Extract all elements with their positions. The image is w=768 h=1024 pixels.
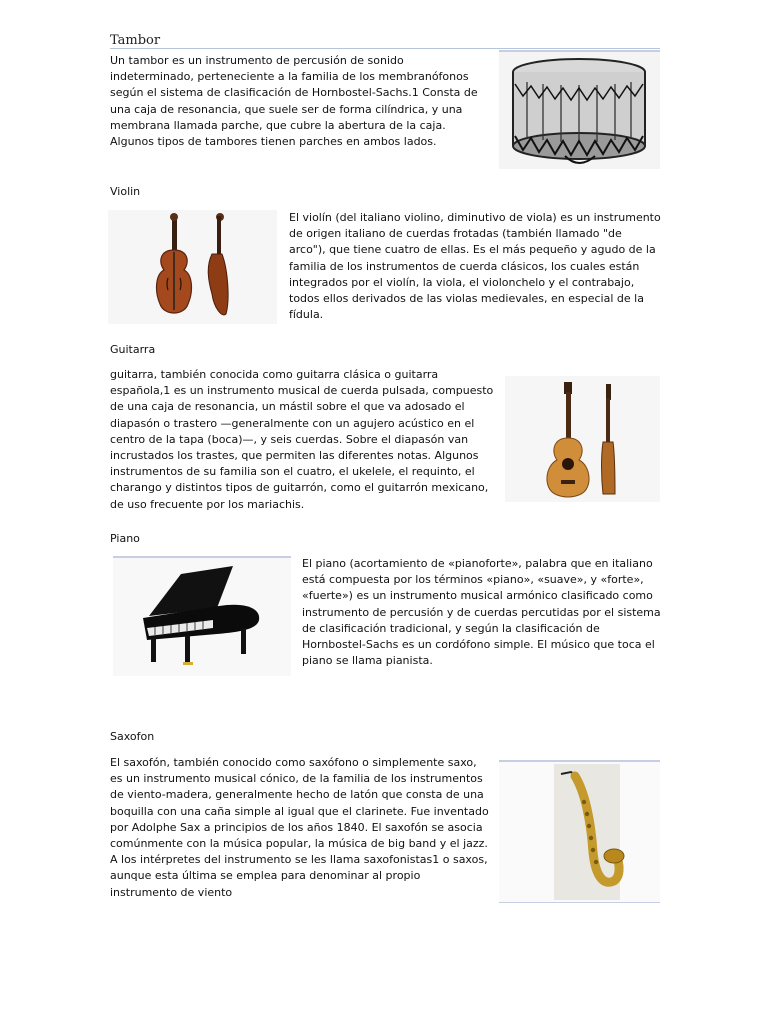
heading-piano: Piano	[110, 532, 140, 545]
heading-guitarra: Guitarra	[110, 343, 156, 356]
violin-image	[108, 210, 277, 324]
paragraph-tambor: Un tambor es un instrumento de percusión de sonido indeterminado, perteneciente a la familia de los membranófonos según el sistema de clasificación de Hornbostel-Sachs.1 Consta de una caja de resonancia, que suele ser de forma cilíndrica, y una membrana llamada parche, que cubre la abertura de la caja. Algunos tipos de tambores tienen parches en ambos lados.	[110, 54, 478, 149]
title-underline	[110, 48, 660, 49]
drum-image	[499, 50, 660, 169]
paragraph-guitarra: guitarra, también conocida como guitarra clásica o guitarra española,1 es un instrumento musical de cuerda pulsada, compuesto de una caja de resonancia, un mástil sobre el que va adosado el diapasón o trastero —generalmente con un agujero acústico en el centro de la tapa (boca)—, y seis cuerdas. Sobre el diapasón van incrustados los trastes, que permiten las diferentes notas. Algunos instrumentos de su familia son el cuatro, el ukelele, el requinto, el charango y distintos tipos de guitarrón, como el guitarrón mexicano, de uso frecuente por los mariachis.	[110, 368, 494, 511]
title-tambor: Tambor	[110, 33, 161, 48]
heading-violin: Violin	[110, 185, 141, 198]
paragraph-piano: El piano (acortamiento de «pianoforte», palabra que en italiano está compuesta por los términos «piano», «suave», y «forte», «fuerte») es un instrumento musical armónico clasificado como instrumento de percusión y de cuerdas percutidas por el sistema de clasificación tradicional, y según la clasificación de Hornbostel-Sachs es un cordófono simple. El músico que toca el piano se llama pianista.	[302, 557, 661, 668]
grand-piano-image	[113, 556, 291, 676]
paragraph-violin: El violín (del italiano violino, diminutivo de viola) es un instrumento de origen italiano de cuerdas frotadas (también llamado "de arco"), que tiene cuatro de ellas. Es el más pequeño y agudo de la familia de los instrumentos de cuerda clásicos, los cuales están integrados por el violín, la viola, el violonchelo y el contrabajo, todos ellos derivados de las violas medievales, en especial de la fídula.	[289, 211, 661, 322]
guitar-image	[505, 376, 660, 502]
paragraph-saxofon: El saxofón, también conocido como saxófono o simplemente saxo, es un instrumento musical cónico, de la familia de los instrumentos de viento-madera, generalmente hecho de latón que consta de una boquilla con una caña simple al igual que el clarinete. Fue inventado por Adolphe Sax a principios de los años 1840. El saxofón se asocia comúnmente con la música popular, la música de big band y el jazz. A los intérpretes del instrumento se les llama saxofonistas1 o saxos, aunque esta última se emplea para denominar al propio instrumento de viento	[110, 756, 489, 899]
heading-saxofon: Saxofon	[110, 730, 155, 743]
saxophone-image	[499, 760, 660, 903]
